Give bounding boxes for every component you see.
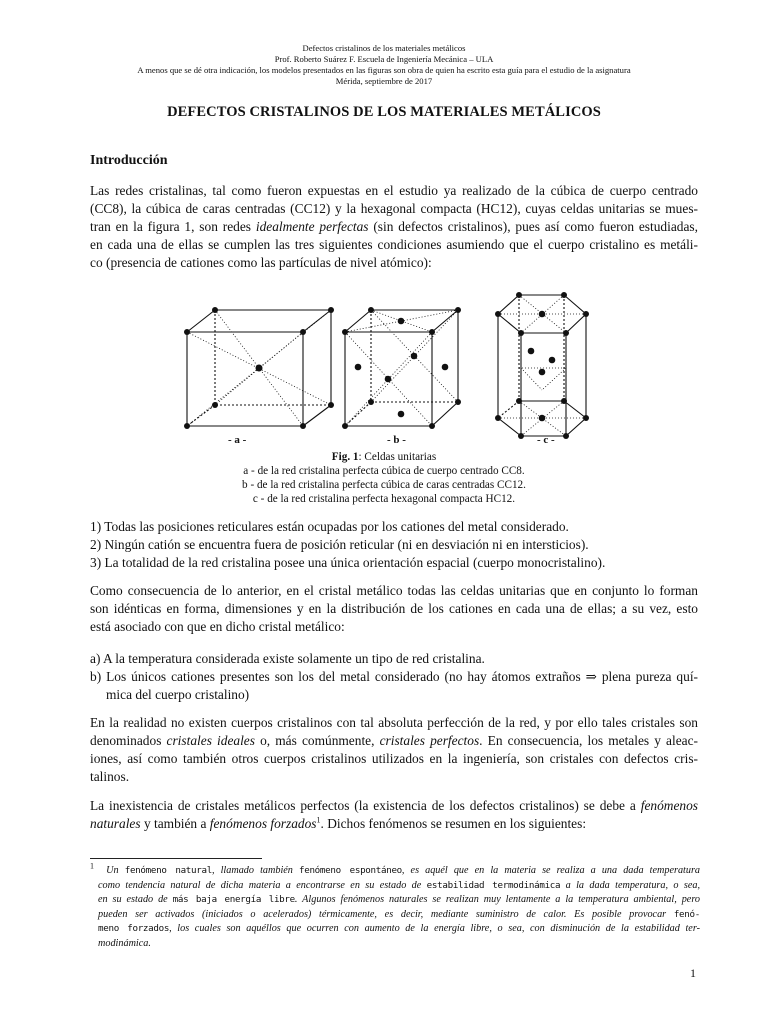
list-item: a) A la temperatura considerada existe solamente un tipo de red cristalina.: [90, 651, 485, 666]
unit-cell-figure: [0, 0, 768, 450]
ab-list: a) A la temperatura considerada existe solamente un tipo de red cristalina. b) Los únicos cationes presentes son los del metal considerado (no hay átomos extraños ⇒ plena pureza quí- mica del cuerpo cristalino): [90, 651, 698, 702]
cc8-cell-diagram: [184, 307, 334, 429]
list-item: 1) Todas las posiciones reticulares están ocupadas por los cationes del metal considerado.: [90, 519, 569, 534]
header-line-title: Defectos cristalinos de los materiales metálicos: [302, 43, 466, 53]
intro-paragraph: Las redes cristalinas, tal como fueron expuestas en el estudio ya realizado de la cúbica de cuerpo centrado (CC8), la cúbica de caras centradas (CC12) y la hexagonal compacta (HC12), cuyas celdas unitarias se mues- tran en la figura 1, son redes idealmente perfectas (sin defectos cristalinos), pues así como fueron estudiadas, en cada una de ellas se cumplen las tres siguientes condiciones asumiendo que el cuerpo cristalino es metáli- co (presencia de cationes como las partículas de nivel atómico):: [90, 183, 698, 270]
list-item: 3) La totalidad de la red cristalina posee una única orientación espacial (cuerpo monocristalino).: [90, 555, 606, 570]
figure-label-c: - c -: [537, 434, 555, 446]
figure-label-b: - b -: [387, 434, 406, 446]
header-line-note: A menos que se dé otra indicación, los modelos presentados en las figuras son obra de quien ha escrito esta guía para el estudio de la asignatura: [137, 65, 631, 75]
cc12-cell-diagram: [342, 307, 461, 429]
figure-label-a: - a -: [228, 434, 247, 446]
list-item: 2) Ningún catión se encuentra fuera de posición reticular (ni en desviación ni en intersticios).: [90, 537, 589, 552]
document-title: DEFECTOS CRISTALINOS DE LOS MATERIALES METÁLICOS: [167, 104, 601, 120]
consequence-paragraph: Como consecuencia de lo anterior, en el cristal metálico todas las celdas unitarias que en conjunto lo forman son idénticas en forma, dimensiones y en la distribución de los cationes en cada una de ellas; a su vez, esto está asociado con que en dicho cristal metálico:: [90, 583, 698, 634]
section-heading: Introducción: [90, 153, 168, 168]
list-item: b) Los únicos cationes presentes son los del metal considerado (no hay átomos extraños ⇒ plena pureza quí-: [90, 669, 698, 684]
footnote: $^1$ Un fenómeno natural, llamado también fenómeno espontáneo, es aquél que en la materia se realiza a una dada temperatura como tendencia natural de dicha materia a encontrarse en su estado de estabilidad termodinámica a la dada temperatura, o sea, en su estado de más baja energía libre. Algunos fenómenos naturales se realizan muy lentamente a la temperatura ambiental, pero pueden ser activados (iniciados o acelerados) térmicamente, es decir, mediante suministro de calor. Es posible provocar fenó- meno forzados, los cuales son aquéllos que ocurren con aumento de la energía libre, o sea, con disminución de la estabilidad ter- modinámica.: [90, 861, 701, 949]
header-line-date: Mérida, septiembre de 2017: [335, 76, 433, 86]
hc12-cell-diagram: [495, 292, 589, 439]
figure-caption: Fig. 1: Celdas unitarias a - de la red cristalina perfecta cúbica de cuerpo centrado CC8. b - de la red cristalina perfecta cúbica de caras centradas CC12. c - de la red cristalina perfecta hexagonal compacta HC12.: [242, 451, 526, 505]
footnote-divider: [90, 858, 262, 859]
header-line-author: Prof. Roberto Suárez F. Escuela de Ingeniería Mecánica – ULA: [274, 54, 494, 64]
reality-paragraph: En la realidad no existen cuerpos cristalinos con tal absoluta perfección de la red, y por ello tales cristales son denominados cristales ideales o, más comúnmente, cristales perfectos. En consecuencia, los metales y aleac- iones, así como también otros cuerpos cristalinos utilizados en la ingeniería, son cristales con defectos cris- talinos.: [90, 715, 699, 784]
page-number: 1: [690, 966, 696, 980]
conditions-list: [90, 518, 698, 572]
phenomena-paragraph: La inexistencia de cristales metálicos perfectos (la existencia de los defectos cristalinos) se debe a fenómenos naturales y también a fenómenos forzados$^1$. Dichos fenómenos se resumen en los siguientes:: [90, 798, 698, 831]
